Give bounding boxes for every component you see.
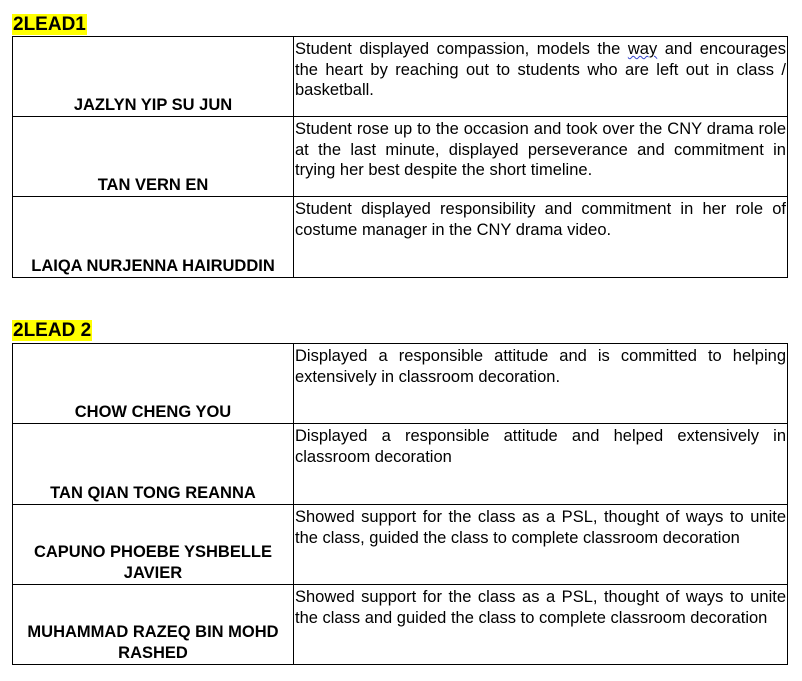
student-description: Student displayed responsibility and commitment in her role of costume manager in the CNY drama video. — [294, 197, 788, 278]
student-name: LAIQA NURJENNA HAIRUDDIN — [13, 197, 294, 278]
student-name: CAPUNO PHOEBE YSHBELLE JAVIER — [13, 505, 294, 585]
class-table-2lead2 — [12, 343, 788, 665]
table-row — [13, 585, 788, 665]
description-text: and encourages the heart by reaching out to students who are left out in class / basketball. — [295, 40, 786, 99]
section-heading-2lead1: 2LEAD1 — [13, 14, 86, 35]
table-row — [13, 37, 788, 117]
student-name: TAN QIAN TONG REANNA — [13, 424, 294, 505]
student-description: Displayed a responsible attitude and is committed to helping extensively in classroom decoration. — [294, 344, 788, 424]
class-table-2lead1 — [12, 36, 788, 278]
student-description: Displayed a responsible attitude and helped extensively in classroom decoration — [294, 424, 788, 505]
student-description: Student rose up to the occasion and took over the CNY drama role at the last minute, displayed perseverance and commitment in trying her best despite the short timeline. — [294, 117, 788, 197]
table-row — [13, 424, 788, 505]
student-name: JAZLYN YIP SU JUN — [13, 37, 294, 117]
spellcheck-flagged-word: way — [627, 40, 658, 58]
section-heading-2lead2: 2LEAD 2 — [13, 320, 92, 341]
table-row — [13, 505, 788, 585]
table-row — [13, 117, 788, 197]
student-name: CHOW CHENG YOU — [13, 344, 294, 424]
student-description — [294, 37, 788, 117]
table-row — [13, 344, 788, 424]
description-text: Student displayed compassion, models the — [295, 40, 628, 58]
table-row — [13, 197, 788, 278]
student-name: TAN VERN EN — [13, 117, 294, 197]
student-description: Showed support for the class as a PSL, thought of ways to unite the class, guided the class to complete classroom decoration — [294, 505, 788, 585]
student-description: Showed support for the class as a PSL, thought of ways to unite the class and guided the class to complete classroom decoration — [294, 585, 788, 665]
student-name: MUHAMMAD RAZEQ BIN MOHD RASHED — [13, 585, 294, 665]
